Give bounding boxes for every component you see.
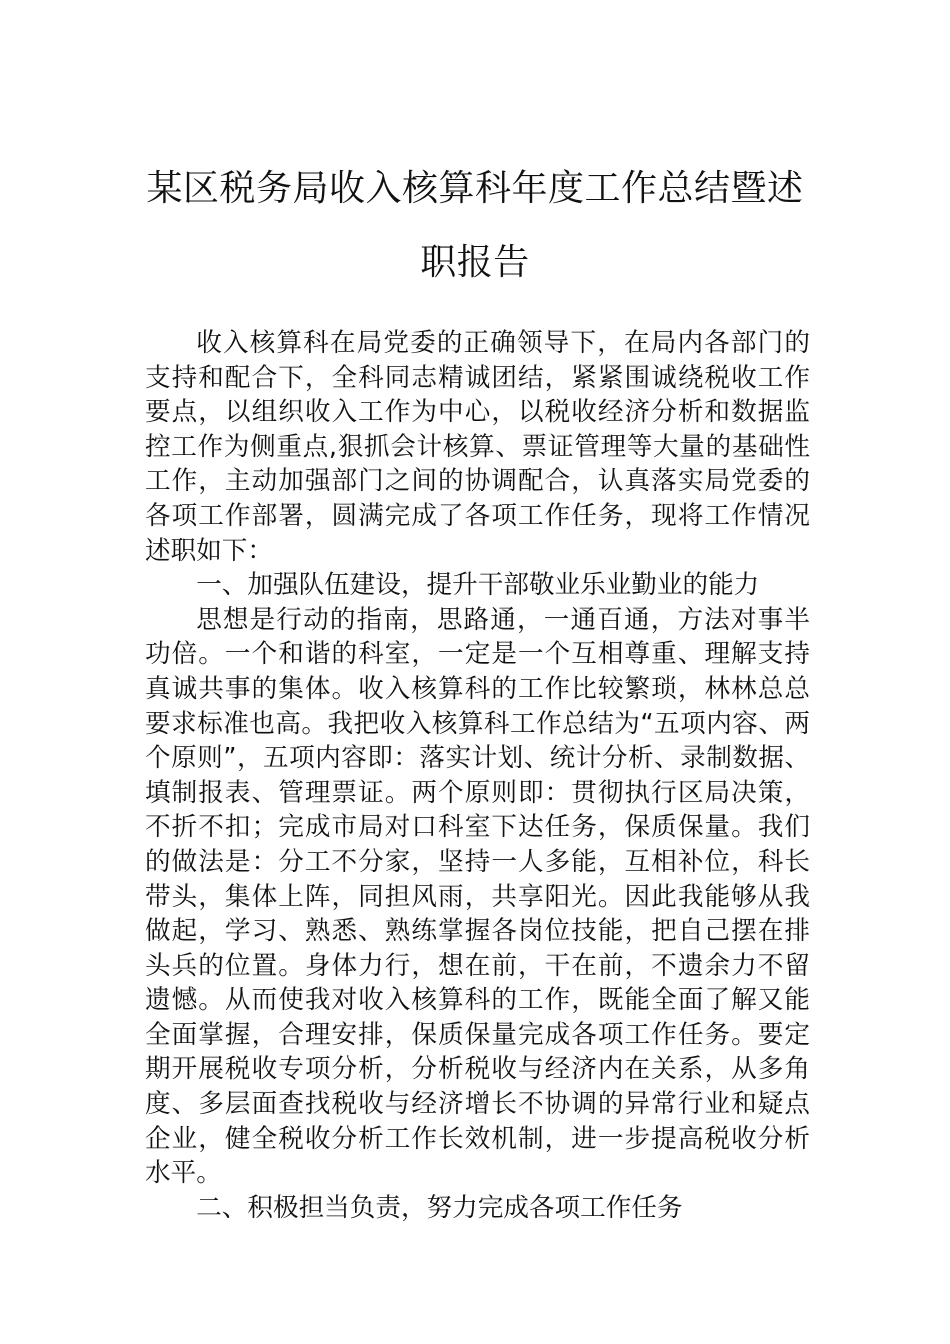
section-1-paragraph: 思想是行动的指南，思路通，一通百通，方法对事半功倍。一个和谐的科室，一定是一个互相尊重、理解支持真诚共事的集体。收入核算科的工作比较繁琐，林林总总要求标准也高。我把收入核算科工作总结为“五项内容、两个原则”，五项内容即：落实计划、统计分析、录制数据、填制报表、管理票证。两个原则即：贯彻执行区局决策，不折不扣；完成市局对口科室下达任务，保质保量。我们的做法是：分工不分家，坚持一人多能，互相补位，科长带头，集体上阵，同担风雨，共享阳光。因此我能够从我做起，学习、熟悉、熟练掌握各岗位技能，把自己摆在排头兵的位置。身体力行，想在前，干在前，不遗余力不留遗憾。从而使我对收入核算科的工作，既能全面了解又能全面掌握，合理安排，保质保量完成各项工作任务。要定期开展税收专项分析，分析税收与经济内在关系，从多角度、多层面查找税收与经济增长不协调的异常行业和疑点企业，健全税收分析工作长效机制，进一步提高税收分析水平。 [145,604,810,1189]
section-heading-1: 一、加强队伍建设，提升干部敬业乐业勤业的能力 [196,570,760,601]
title-line-2: 职报告 [420,242,530,283]
title-line-1: 某区税务局收入核算科年度工作总结暨述 [146,168,804,209]
document-title [120,152,830,300]
document-body [145,326,810,1225]
section-heading-2: 二、积极担当负责，努力完成各项工作任务 [196,1192,683,1223]
intro-paragraph: 收入核算科在局党委的正确领导下，在局内各部门的支持和配合下，全科同志精诚团结，紧紧围诚绕税收工作要点，以组织收入工作为中心，以税收经济分析和数据监控工作为侧重点,狠抓会计核算、票证管理等大量的基础性工作，主动加强部门之间的协调配合，认真落实局党委的各项工作部署，圆满完成了各项工作任务，现将工作情况述职如下： [145,328,810,566]
